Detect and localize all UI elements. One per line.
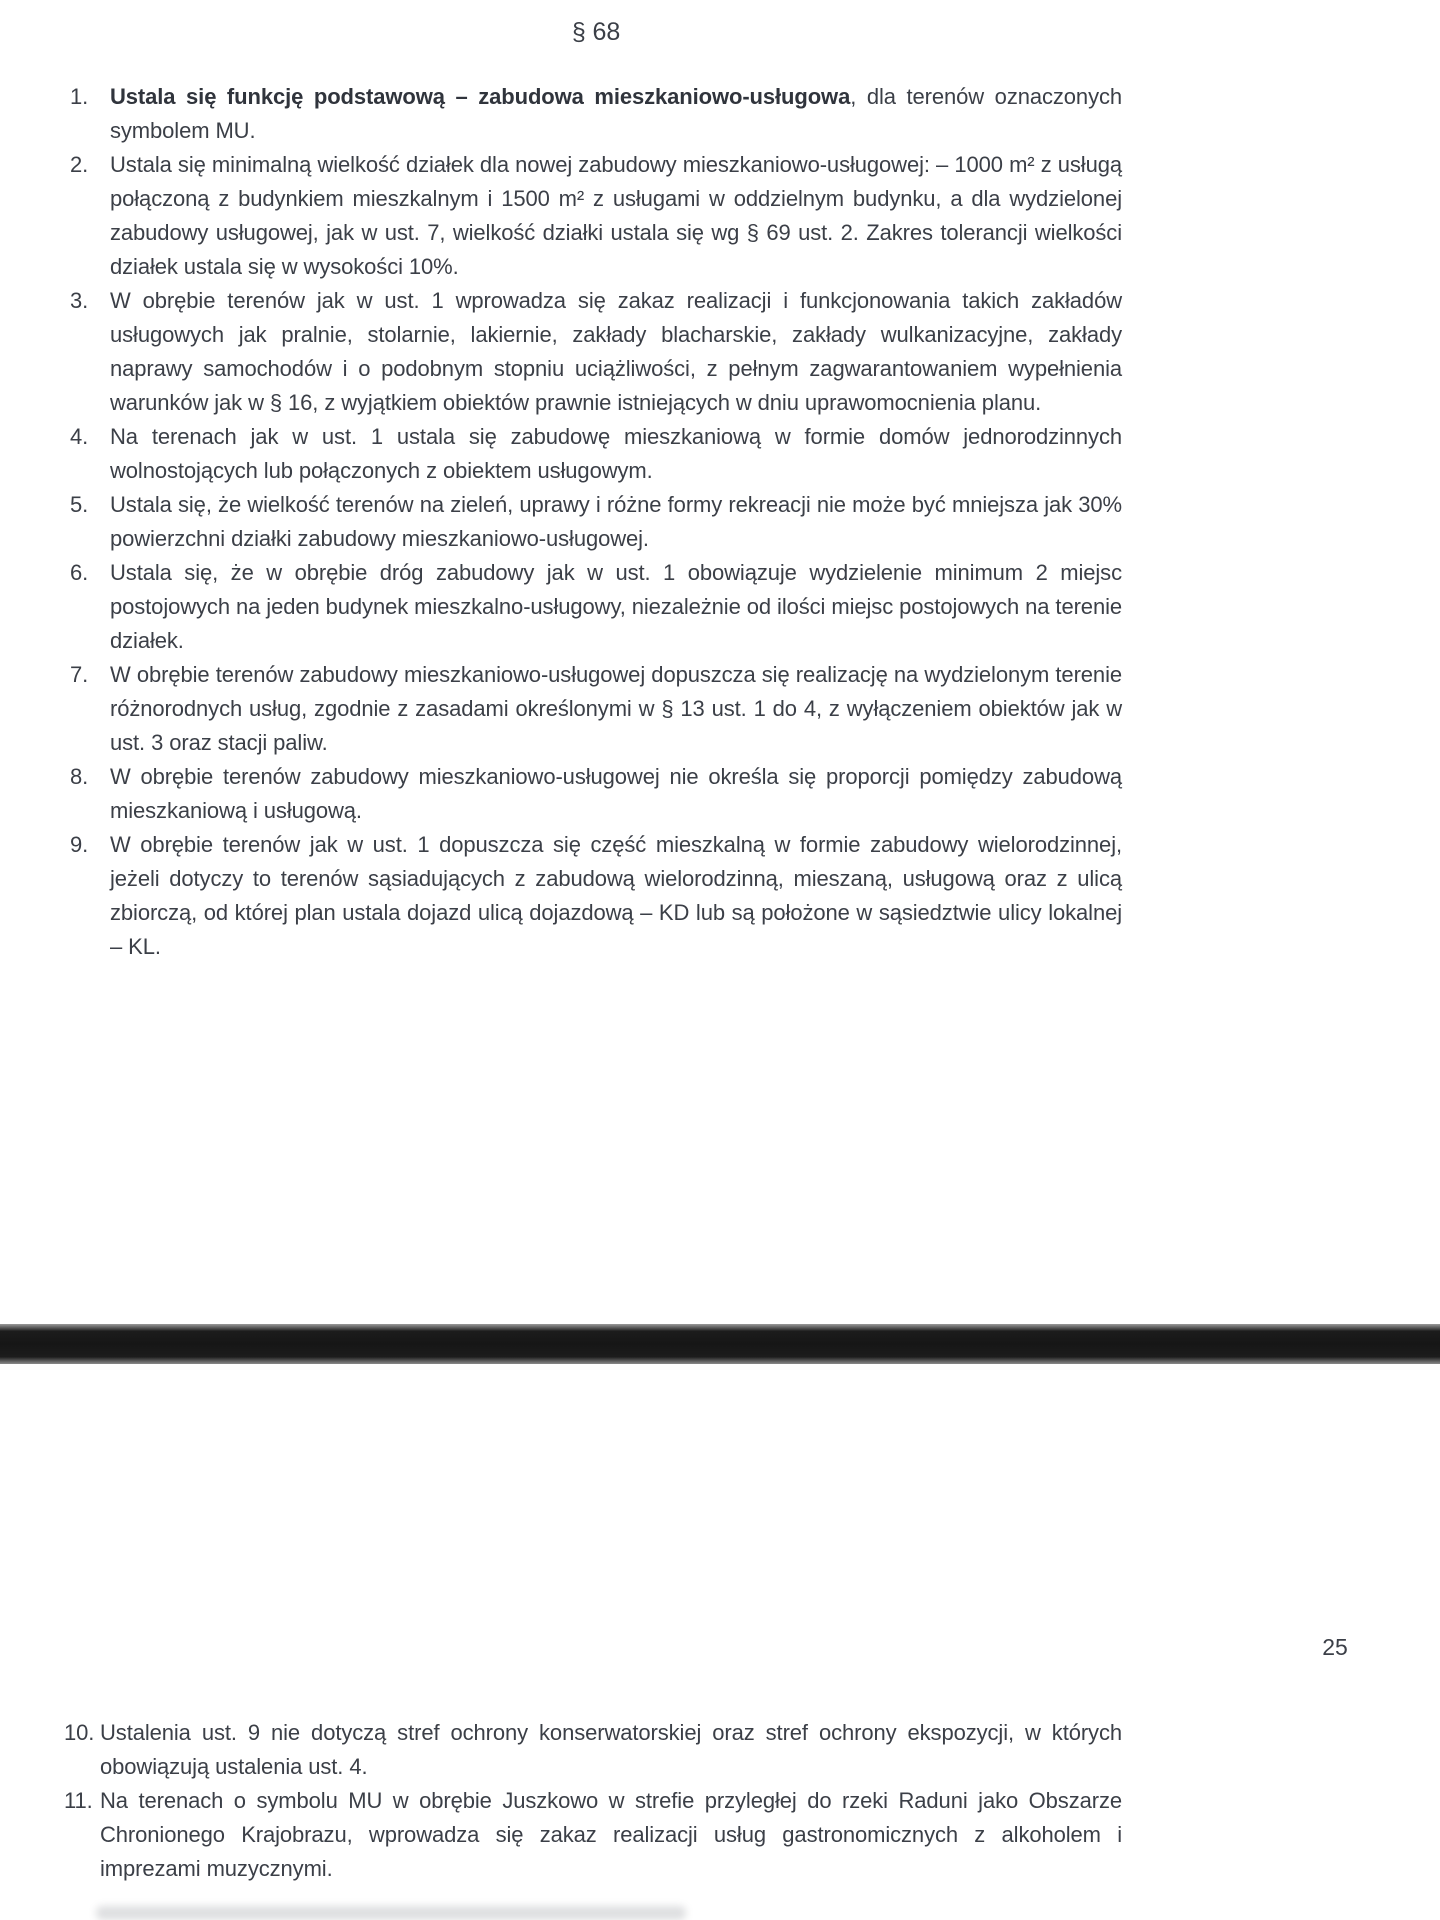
list-item — [70, 148, 1122, 284]
item-text: Ustala się, że w obrębie dróg zabudowy jak w ust. 1 obowiązuje wydzielenie minimum 2 miejsc postojowych na jeden budynek mieszkalno-usługowy, niezależnie od ilości miejsc postojowych na terenie działek. — [110, 560, 1122, 653]
scan-artifact-cutoff-text — [96, 1906, 686, 1920]
item-text: W obrębie terenów jak w ust. 1 wprowadza się zakaz realizacji i funkcjonowania takich zakładów usługowych jak pralnie, stolarnie, lakiernie, zakłady blacharskie, zakłady wulkanizacyjne, zakłady naprawy samochodów i o podobnym stopniu uciążliwości, z pełnym zagwarantowaniem wypełnienia warunków jak w § 16, z wyjątkiem obiektów prawnie istniejących w dniu uprawomocnienia planu. — [110, 288, 1122, 415]
ordinance-list-items-10-11 — [64, 1716, 1122, 1886]
item-number: 1. — [70, 84, 89, 109]
item-text: Na terenach jak w ust. 1 ustala się zabudowę mieszkaniową w formie domów jednorodzinnych wolnostojących lub połączonych z obiektem usługowym. — [110, 424, 1122, 483]
list-item — [70, 284, 1122, 420]
list-item — [70, 828, 1122, 964]
item-number: 5. — [70, 492, 89, 517]
item-number: 9. — [70, 832, 89, 857]
item-number: 7. — [70, 662, 89, 687]
list-item — [70, 80, 1122, 148]
item-text: W obrębie terenów zabudowy mieszkaniowo-usługowej dopuszcza się realizację na wydzielonym terenie różnorodnych usług, zgodnie z zasadami określonymi w § 13 ust. 1 do 4, z wyłączeniem obiektów jak w ust. 3 oraz stacji paliw. — [110, 662, 1122, 755]
item-text: Na terenach o symbolu MU w obrębie Juszkowo w strefie przyległej do rzeki Raduni jako Obszarze Chronionego Krajobrazu, wprowadza się zakaz realizacji usług gastronomicznych z alkoholem i imprezami muzycznymi. — [100, 1788, 1122, 1881]
item-number: 10. — [64, 1720, 95, 1745]
list-item — [70, 760, 1122, 828]
item-text: W obrębie terenów zabudowy mieszkaniowo-usługowej nie określa się proporcji pomiędzy zabudową mieszkaniową i usługową. — [110, 764, 1122, 823]
item-text: Ustala się, że wielkość terenów na zieleń, uprawy i różne formy rekreacji nie może być mniejsza jak 30% powierzchni działki zabudowy mieszkaniowo-usługowej. — [110, 492, 1122, 551]
item-number: 3. — [70, 288, 89, 313]
list-item — [70, 556, 1122, 658]
item-text: W obrębie terenów jak w ust. 1 dopuszcza się część mieszkalną w formie zabudowy wielorodzinnej, jeżeli dotyczy to terenów sąsiadujących z zabudową wielorodzinną, mieszaną, usługową oraz z ulicą zbiorczą, od której plan ustala dojazd ulicą dojazdową – KD lub są położone w sąsiedztwie ulicy lokalnej – KL. — [110, 832, 1122, 959]
list-item — [70, 658, 1122, 760]
item-text: Ustala się minimalną wielkość działek dla nowej zabudowy mieszkaniowo-usługowej: – 1000 m² z usługą połączoną z budynkiem mieszkalnym i 1500 m² z usługami w oddzielnym budynku, a dla wydzielonej zabudowy usługowej, jak w ust. 7, wielkość działki ustala się wg § 69 ust. 2. Zakres tolerancji wielkości działek ustala się w wysokości 10%. — [110, 152, 1122, 279]
ordinance-list-items-1-9 — [70, 80, 1122, 964]
item-number: 6. — [70, 560, 89, 585]
section-heading: § 68 — [571, 18, 621, 46]
page-break-divider — [0, 1324, 1440, 1364]
item-text: Ustalenia ust. 9 nie dotyczą stref ochrony konserwatorskiej oraz stref ochrony ekspozycji, w których obowiązują ustalenia ust. 4. — [100, 1720, 1122, 1779]
list-item — [70, 420, 1122, 488]
list-item — [64, 1784, 1122, 1886]
item-number: 11. — [64, 1788, 93, 1813]
item-number: 4. — [70, 424, 89, 449]
page-number: 25 — [1322, 1634, 1348, 1660]
item-number: 2. — [70, 152, 89, 177]
list-item — [64, 1716, 1122, 1784]
item-text: Ustala się funkcję podstawową – zabudowa mieszkaniowo-usługowa, dla terenów oznaczonych symbolem MU. — [110, 84, 1122, 143]
item-number: 8. — [70, 764, 89, 789]
list-item — [70, 488, 1122, 556]
